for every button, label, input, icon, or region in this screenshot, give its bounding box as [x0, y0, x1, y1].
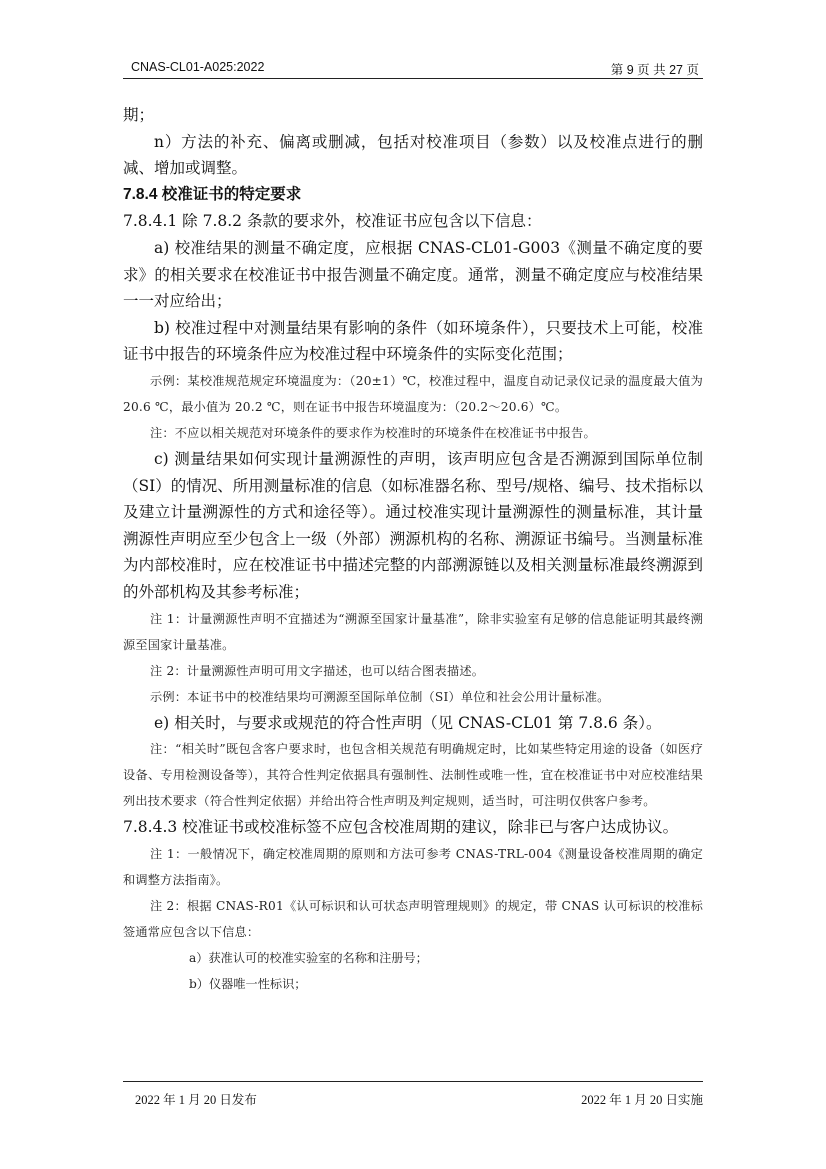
example-note: 示例：本证书中的校准结果均可溯源至国际单位制（SI）单位和社会公用计量标准。 [150, 689, 610, 704]
note: 注：“相关时”既包含客户要求时，也包含相关规范有明确规定时，比如某些特定用途的设备（如医疗设备、专用检测设备等），其符合性判定依据具有强制性、法制性或唯一性，宜在校准证书中对应校准结果列出技术要求（符合性判定依据）并给出符合性声明及判定规则，适当时，可注明仅供客户参考。 [123, 742, 703, 809]
document-body [123, 102, 703, 997]
note: 注 1：一般情况下，确定校准周期的原则和方法可参考 CNAS-TRL-004《测量设备校准周期的确定和调整方法指南》。 [123, 846, 703, 887]
list-item: a）获准认可的校准实验室的名称和注册号； [189, 950, 428, 965]
paragraph: c) 测量结果如何实现计量溯源性的声明，该声明应包含是否溯源到国际单位制（SI）的情况、所用测量标准的信息（如标准器名称、型号/规格、编号、技术指标以及建立计量溯源性的方式和途径等）。通过校准实现计量溯源性的测量标准，其计量溯源性声明应至少包含上一级（外部）溯源机构的名称、溯源证书编号。当测量标准为内部校准时，应在校准证书中描述完整的内部溯源链以及相关测量标准最终溯源到的外部机构及其参考标准； [123, 449, 703, 601]
note: 注 2：根据 CNAS-R01《认可标识和认可状态声明管理规则》的规定，带 CNAS 认可标识的校准标签通常应包含以下信息： [123, 898, 703, 939]
note: 注：不应以相关规范对环境条件的要求作为校准时的环境条件在校准证书中报告。 [150, 425, 596, 440]
note: 注 1：计量溯源性声明不宜描述为“溯源至国家计量基准”，除非实验室有足够的信息能证明其最终溯源至国家计量基准。 [123, 611, 703, 652]
paragraph: b) 校准过程中对测量结果有影响的条件（如环境条件），只要技术上可能，校准证书中报告的环境条件应为校准过程中环境条件的实际变化范围； [123, 318, 703, 364]
list-item: b）仪器唯一性标识； [189, 976, 307, 991]
page-header [123, 58, 703, 79]
effective-date: 2022 年 1 月 20 日实施 [581, 1093, 703, 1107]
page-footer [123, 1081, 703, 1112]
paragraph: 期； [123, 106, 155, 124]
paragraph: 7.8.4.3 校准证书或校准标签不应包含校准周期的建议，除非已与客户达成协议。 [123, 818, 679, 837]
paragraph: a) 校准结果的测量不确定度，应根据 CNAS-CL01-G003《测量不确定度的要求》的相关要求在校准证书中报告测量不确定度。通常，测量不确定度应与校准结果一一对应给出； [123, 238, 703, 311]
paragraph: e) 相关时，与要求或规范的符合性声明（见 CNAS-CL01 第 7.8.6 条）。 [154, 713, 662, 732]
document-code: CNAS-CL01-A025:2022 [131, 60, 265, 74]
paragraph: n）方法的补充、偏离或删减，包括对校准项目（参数）以及校准点进行的删减、增加或调整。 [123, 132, 703, 178]
issue-date: 2022 年 1 月 20 日发布 [135, 1093, 257, 1107]
paragraph: 7.8.4.1 除 7.8.2 条款的要求外，校准证书应包含以下信息： [123, 212, 542, 231]
section-heading: 7.8.4 校准证书的特定要求 [123, 185, 302, 203]
note: 注 2：计量溯源性声明可用文字描述，也可以结合图表描述。 [150, 663, 485, 678]
example-note: 示例：某校准规范规定环境温度为：（20±1）℃，校准过程中，温度自动记录仪记录的温度最大值为 20.6 ℃，最小值为 20.2 ℃，则在证书中报告环境温度为：（20.2～20.6）℃。 [123, 373, 703, 414]
page-number: 第 9 页 共 27 页 [610, 63, 699, 77]
